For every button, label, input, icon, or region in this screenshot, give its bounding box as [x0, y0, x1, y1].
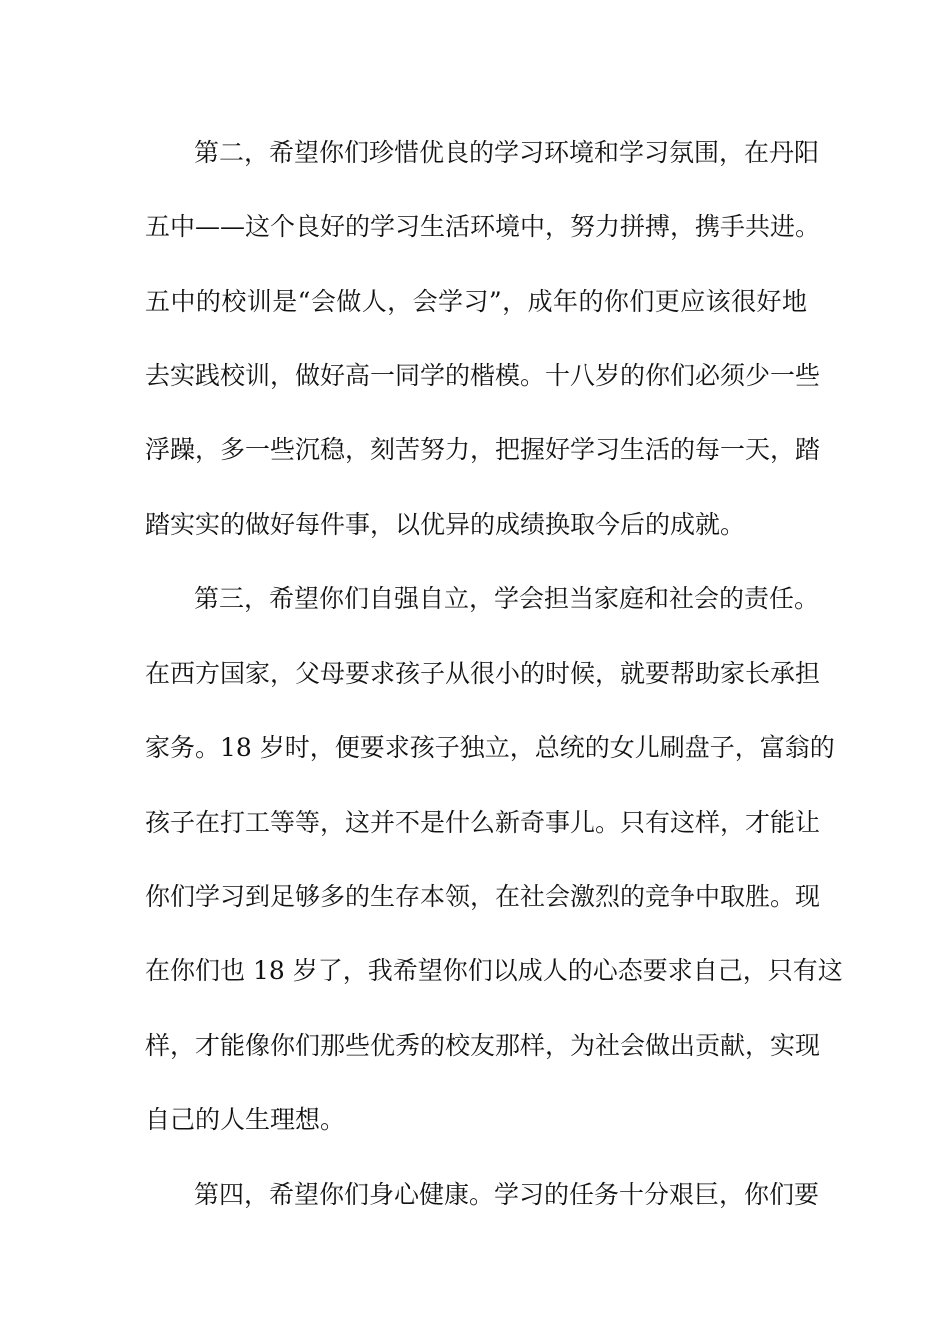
paragraph-3-line-7: 样，才能像你们那些优秀的校友那样，为社会做出贡献，实现 — [145, 1031, 821, 1060]
paragraph-2-line-1: 第二，希望你们珍惜优良的学习环境和学习氛围，在丹阳 — [194, 138, 820, 167]
paragraph-2-line-3: 五中的校训是“会做人，会学习”，成年的你们更应该很好地 — [145, 287, 807, 316]
paragraph-4-line-1: 第四，希望你们身心健康。学习的任务十分艰巨，你们要 — [194, 1180, 820, 1209]
paragraph-3-line-1: 第三，希望你们自强自立，学会担当家庭和社会的责任。 — [194, 584, 820, 613]
paragraph-2-line-5: 浮躁，多一些沉稳，刻苦努力，把握好学习生活的每一天，踏 — [145, 435, 821, 464]
paragraph-3-line-4: 孩子在打工等等，这并不是什么新奇事儿。只有这样，才能让 — [145, 808, 821, 837]
paragraph-3-line-5: 你们学习到足够多的生存本领，在社会激烈的竞争中取胜。现 — [145, 882, 821, 911]
paragraph-2-line-4: 去实践校训，做好高一同学的楷模。十八岁的你们必须少一些 — [145, 361, 821, 390]
paragraph-3-line-2: 在西方国家，父母要求孩子从很小的时候，就要帮助家长承担 — [145, 659, 821, 688]
paragraph-2-line-6: 踏实实的做好每件事，以优异的成绩换取今后的成就。 — [145, 510, 746, 539]
paragraph-3-line-3: 家务。18 岁时，便要求孩子独立，总统的女儿刷盘子，富翁的 — [145, 733, 835, 762]
paragraph-3-line-6: 在你们也 18 岁了，我希望你们以成人的心态要求自己，只有这 — [145, 956, 843, 985]
paragraph-3-line-8: 自己的人生理想。 — [145, 1105, 346, 1134]
paragraph-2-line-2: 五中——这个良好的学习生活环境中，努力拼搏，携手共进。 — [145, 212, 821, 241]
